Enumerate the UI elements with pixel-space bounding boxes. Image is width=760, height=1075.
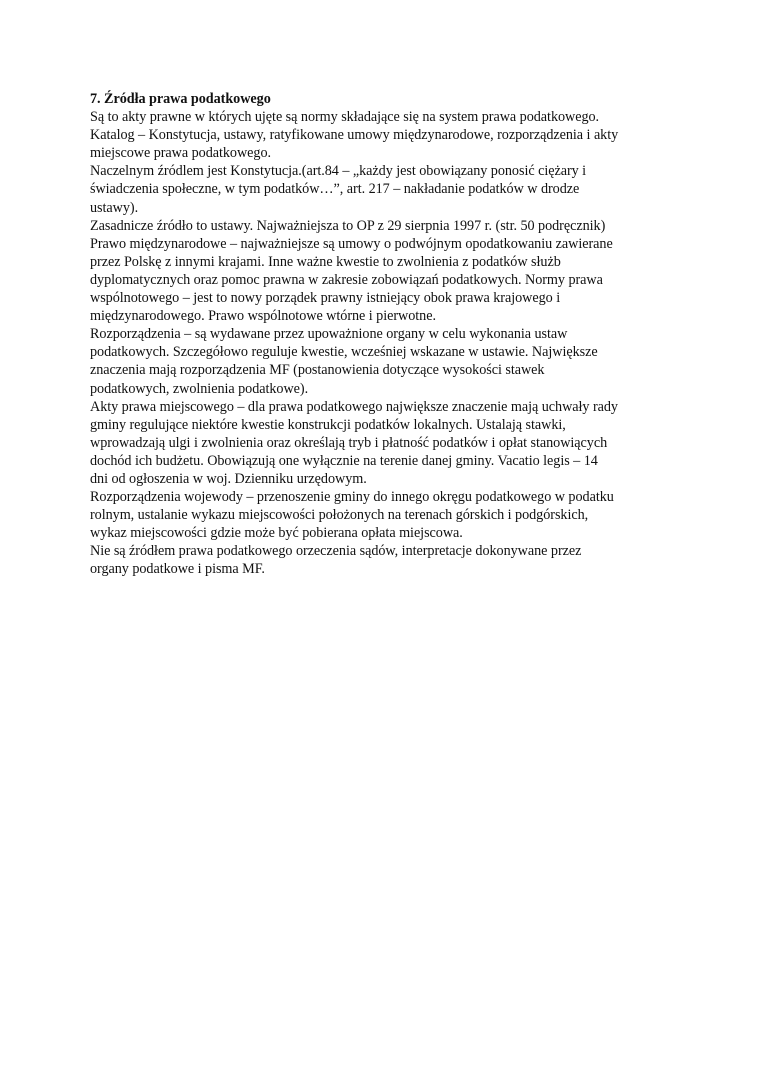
text-line: rolnym, ustalanie wykazu miejscowości położonych na terenach górskich i podgórskich, [90, 507, 589, 524]
text-line: dochód ich budżetu. Obowiązują one wyłącznie na terenie danej gminy. Vacatio legis – 14 [90, 452, 598, 469]
text-line: międzynarodowego. Prawo wspólnotowe wtórne i pierwotne. [90, 308, 436, 325]
text-line: Są to akty prawne w których ujęte są normy składające się na system prawa podatkowego. [90, 109, 600, 126]
text-line: wspólnotowego – jest to nowy porządek prawny istniejący obok prawa krajowego i [90, 290, 561, 307]
text-line: Naczelnym źródlem jest Konstytucja.(art.84 – „każdy jest obowiązany ponosić ciężary i [90, 163, 587, 180]
text-line: Rozporządzenia wojewody – przenoszenie gminy do innego okręgu podatkowego w podatku [90, 489, 614, 506]
text-line: świadczenia społeczne, w tym podatków…”, art. 217 – nakładanie podatków w drodze [90, 181, 580, 198]
text-line: gminy regulujące niektóre kwestie konstrukcji podatków lokalnych. Ustalają stawki, [90, 416, 566, 433]
text-line: dni od ogłoszenia w woj. Dzienniku urzędowym. [90, 470, 367, 487]
text-line: podatkowych, zwolnienia podatkowe). [90, 380, 309, 397]
text-line: Katalog – Konstytucja, ustawy, ratyfikowane umowy międzynarodowe, rozporządzenia i akty [90, 127, 619, 144]
text-line: Rozporządzenia – są wydawane przez upoważnione organy w celu wykonania ustaw [90, 326, 568, 343]
text-line: podatkowych. Szczegółowo reguluje kwestie, wcześniej wskazane w ustawie. Największe [90, 344, 598, 361]
text-line: wprowadzają ulgi i zwolnienia oraz określają tryb i płatność podatków i opłat stanowiących [90, 434, 608, 451]
document-body [90, 90, 680, 579]
text-line: Akty prawa miejscowego – dla prawa podatkowego największe znaczenie mają uchwały rady [90, 398, 618, 415]
text-line: znaczenia mają rozporządzenia MF (postanowienia dotyczące wysokości stawek [90, 362, 545, 379]
text-line: Nie są źródłem prawa podatkowego orzeczenia sądów, interpretacje dokonywane przez [90, 543, 582, 560]
text-line: miejscowe prawa podatkowego. [90, 145, 272, 162]
text-line: ustawy). [90, 199, 139, 216]
text-line: Zasadnicze źródło to ustawy. Najważniejsza to OP z 29 sierpnia 1997 r. (str. 50 podręcznik) [90, 217, 606, 234]
text-line: dyplomatycznych oraz pomoc prawna w zakresie zobowiązań podatkowych. Normy prawa [90, 271, 603, 288]
section-heading: 7. Źródła prawa podatkowego [90, 91, 271, 107]
text-line: wykaz miejscowości gdzie może być pobierana opłata miejscowa. [90, 525, 463, 542]
text-line: organy podatkowe i pisma MF. [90, 561, 265, 578]
paragraph-lines [90, 108, 680, 578]
text-line: przez Polskę z innymi krajami. Inne ważne kwestie to zwolnienia z podatków służb [90, 253, 561, 270]
text-line: Prawo międzynarodowe – najważniejsze są umowy o podwójnym opodatkowaniu zawierane [90, 235, 613, 252]
